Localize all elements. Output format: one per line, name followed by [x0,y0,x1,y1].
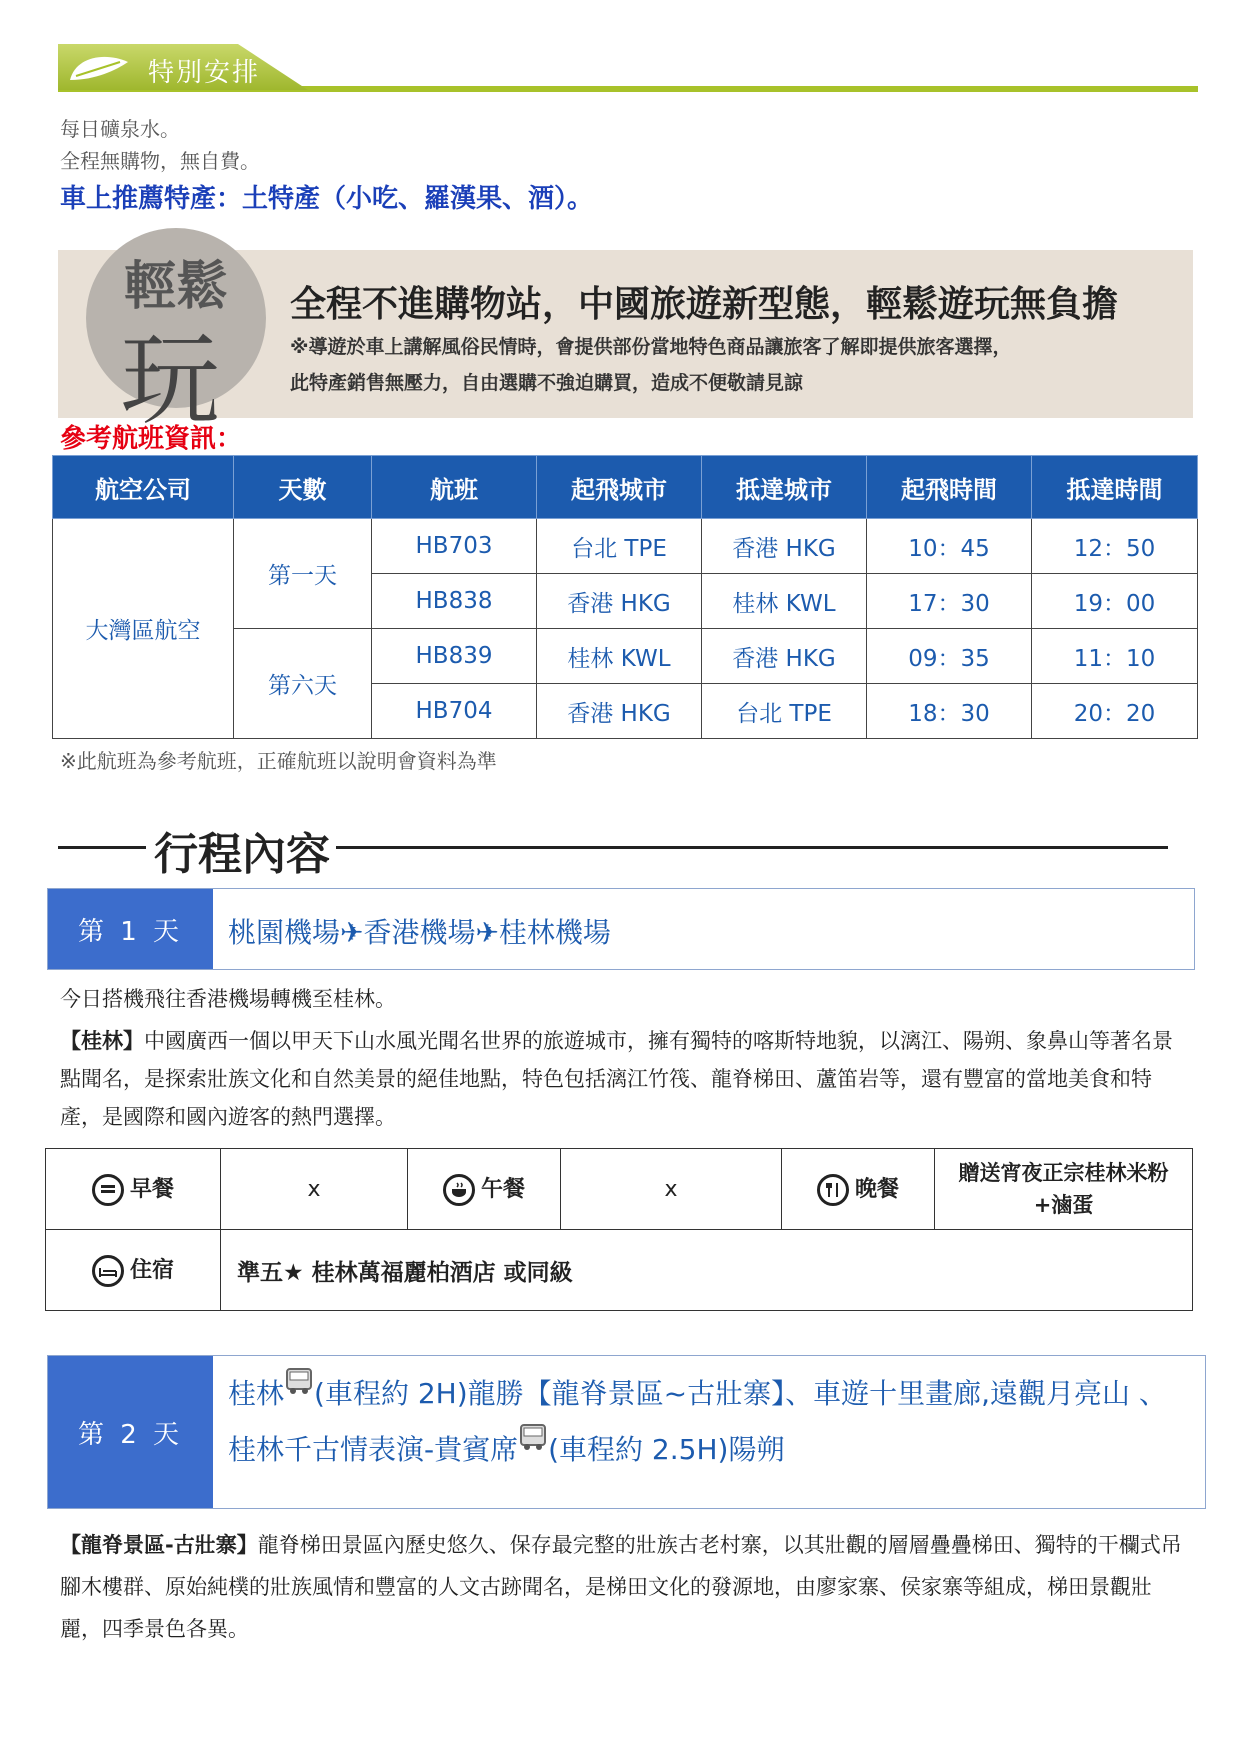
special-line-1: 每日礦泉水。 [60,117,180,141]
title-line-right [336,846,1168,849]
dinner-value: 贈送宵夜正宗桂林米粉+滷蛋 [935,1149,1193,1230]
header-arr: 抵達時間 [1032,456,1198,519]
banner-note-2: 此特產銷售無壓力，自由選購不強迫購買，造成不便敬請見諒 [290,372,804,394]
breakfast-label: 早餐 [129,1176,174,1202]
guilin-tag: 【桂林】 [60,1029,144,1053]
hotel-value: 準五★ 桂林萬福麗柏酒店 或同級 [221,1230,1193,1311]
arr-time: 11：10 [1032,629,1198,684]
arr-time: 20：20 [1032,684,1198,739]
dinner-label-cell [782,1149,935,1230]
special-header [58,44,1198,96]
route-segment-1: (車程約 2H)龍勝【龍脊景區~古壯寨】、車遊十里畫廊,遠觀月亮山 、 [314,1377,1167,1410]
flight-no: HB839 [372,629,537,684]
flight-info-title: 參考航班資訊： [60,424,243,454]
flight-no: HB703 [372,519,537,574]
lunch-value: x [561,1149,782,1230]
flight-header-row [53,456,1198,519]
hotel-label-cell [46,1230,221,1311]
special-line-2: 全程無購物，無自費。 [60,149,260,173]
from-city: 桂林 KWL [537,629,702,684]
bus-icon [518,1422,548,1452]
from-city: 台北 TPE [537,519,702,574]
leaf-icon [66,50,136,90]
hotel-row [46,1230,1193,1311]
table-row [53,519,1198,574]
to-city: 桂林 KWL [702,574,867,629]
meal-row [46,1149,1193,1230]
lunch-icon [443,1174,475,1206]
flight-note: ※此航班為參考航班，正確航班以說明會資料為準 [60,749,497,773]
day-2-label: 第 2 天 [48,1356,213,1508]
badge-big-text: 玩 [120,322,220,439]
flight-table [52,455,1198,739]
day-1-intro: 今日搭機飛往香港機場轉機至桂林。 [60,987,396,1011]
day-1-header [47,888,1195,970]
badge-small-text: 輕鬆 [124,257,229,317]
day-2-route [228,1366,1188,1478]
lunch-label: 午餐 [480,1176,525,1202]
banner-headline: 全程不進購物站，中國旅遊新型態，輕鬆遊玩無負擔 [290,284,1119,325]
fork-knife-icon [817,1174,849,1206]
airline-cell: 大灣區航空 [53,519,234,739]
route-guilin: 桂林 [228,1377,285,1410]
header-dep: 起飛時間 [867,456,1032,519]
to-city: 台北 TPE [702,684,867,739]
lunch-label-cell [408,1149,561,1230]
longji-paragraph [60,1524,1185,1650]
header-from: 起飛城市 [537,456,702,519]
bus-icon [284,1366,314,1396]
to-city: 香港 HKG [702,629,867,684]
day-1-label: 第 1 天 [48,889,213,969]
flight-no: HB704 [372,684,537,739]
day-1-route: 桃園機場✈香港機場✈桂林機場 [228,916,611,949]
header-days: 天數 [234,456,372,519]
dep-time: 18：30 [867,684,1032,739]
guilin-text: 中國廣西一個以甲天下山水風光聞名世界的旅遊城市，擁有獨特的喀斯特地貌，以漓江、陽朔、象鼻山等著名景點聞名，是探索壯族文化和自然美景的絕佳地點，特色包括漓江竹筏、龍脊梯田、蘆笛岩等，還有豐富的當地美食和特產，是國際和國內遊客的熱門選擇。 [60,1029,1173,1129]
header-flight: 航班 [372,456,537,519]
special-highlight: 車上推薦特產：土特產（小吃、羅漢果、酒）。 [60,184,594,214]
guilin-paragraph [60,1022,1185,1136]
dep-time: 09：35 [867,629,1032,684]
route-yangshuo: (車程約 2.5H)陽朔 [548,1433,785,1466]
from-city: 香港 HKG [537,684,702,739]
route-show: 桂林千古情表演-貴賓席 [228,1433,519,1466]
arr-time: 19：00 [1032,574,1198,629]
banner-note-1: ※導遊於車上講解風俗民情時，會提供部份當地特色商品讓旅客了解即提供旅客選擇， [290,336,1012,358]
to-city: 香港 HKG [702,519,867,574]
itinerary-section-title [58,818,1168,880]
itinerary-title: 行程內容 [154,829,330,880]
breakfast-icon [92,1174,124,1206]
bed-icon [92,1255,124,1287]
dep-time: 17：30 [867,574,1032,629]
header-to: 抵達城市 [702,456,867,519]
dinner-label: 晚餐 [854,1176,899,1202]
meal-table [45,1148,1193,1311]
day-cell: 第一天 [234,519,372,629]
from-city: 香港 HKG [537,574,702,629]
breakfast-value: x [221,1149,408,1230]
flight-no: HB838 [372,574,537,629]
day-cell: 第六天 [234,629,372,739]
dep-time: 10：45 [867,519,1032,574]
longji-text: 龍脊梯田景區內歷史悠久、保存最完整的壯族古老村寨，以其壯觀的層層疊疊梯田、獨特的干欄式吊腳木樓群、原始純樸的壯族風情和豐富的人文古跡聞名，是梯田文化的發源地，由廖家寨、侯家寨等組成，梯田景觀壯麗，四季景色各異。 [60,1533,1182,1641]
longji-tag: 【龍脊景區-古壯寨】 [60,1533,258,1557]
breakfast-label-cell [46,1149,221,1230]
header-airline: 航空公司 [53,456,234,519]
special-title: 特別安排 [148,58,261,88]
title-line-left [58,846,146,849]
day-2-header [47,1355,1206,1509]
hotel-label: 住宿 [129,1257,174,1283]
arr-time: 12：50 [1032,519,1198,574]
